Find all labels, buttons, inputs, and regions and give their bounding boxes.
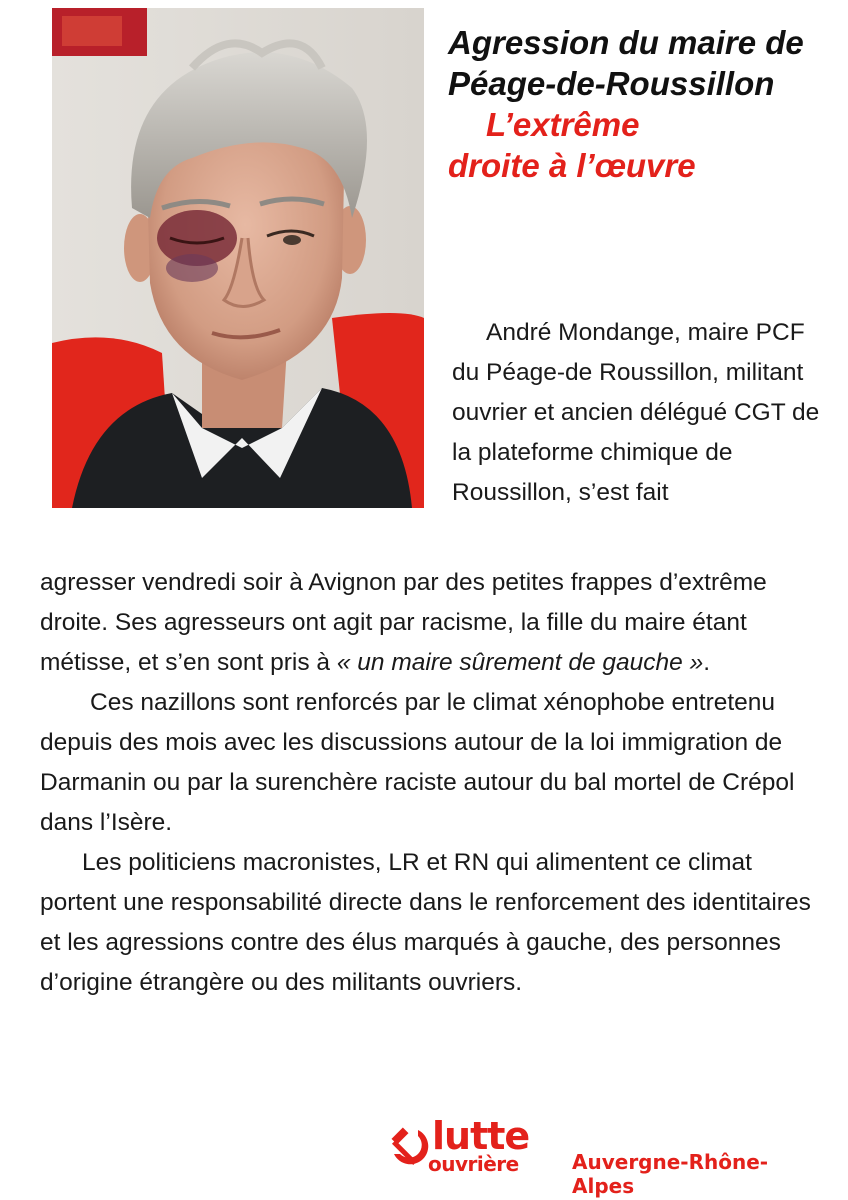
headline-subtitle	[448, 104, 828, 186]
logo-region: Auvergne-Rhône-Alpes	[572, 1150, 769, 1198]
article-body	[40, 563, 820, 1003]
paragraph-1-quote: « un maire sûrement de gauche »	[336, 649, 704, 676]
portrait-illustration	[52, 8, 424, 508]
subtitle-line-1: L’extrême	[486, 106, 640, 143]
paragraph-2: Ces nazillons sont renforcés par le climat xénophobe entretenu depuis des mois avec les discussions autour de la loi immigration de Darmanin ou par la surenchère raciste autour du bal mortel de Crépol dans l’Isère.	[40, 689, 795, 836]
subtitle-line-2: droite à l’œuvre	[448, 147, 696, 184]
paragraph-1	[40, 563, 820, 683]
lutte-ouvriere-logo	[388, 1114, 828, 1198]
paragraph-1-end: .	[703, 649, 711, 676]
intro-paragraph: André Mondange, maire PCF du Péage-de Roussillon, militant ouvrier et ancien délégué CGT de la plateforme chimique de Roussillon, s’est fait	[452, 319, 820, 506]
hammer-and-sickle-icon	[388, 1124, 432, 1172]
headline	[448, 22, 828, 186]
paragraph-1-text: agresser vendredi soir à Avignon par des petites frappes d’extrême droite. Ses agresseurs ont agit par racisme, la fille du maire étant métisse, et s’en sont pris à	[40, 569, 767, 676]
headline-title: Agression du maire de Péage-de-Roussillon	[448, 24, 804, 102]
paragraph-3: Les politiciens macronistes, LR et RN qui alimentent ce climat portent une responsabilité directe dans le renforcement des identitaires et les agressions contre des élus marqués à gauche, des personnes d’origine étrangère ou des militants ouvriers.	[40, 849, 811, 996]
portrait-photo	[52, 8, 424, 508]
logo-word-lutte: lutte	[432, 1114, 530, 1158]
logo-word-ouvriere: ouvrière	[428, 1152, 519, 1176]
article-intro	[452, 313, 832, 513]
